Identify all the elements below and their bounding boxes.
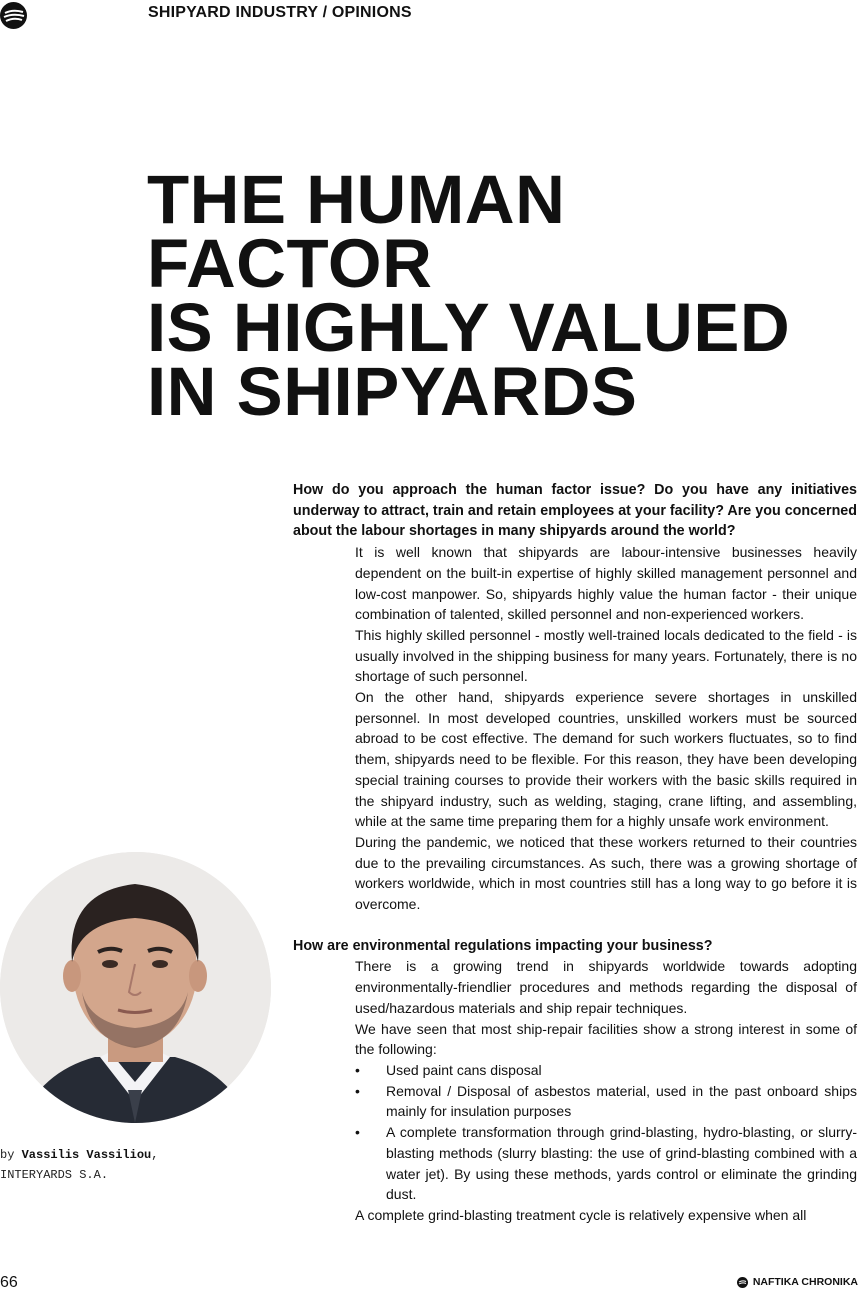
bullet-icon: • [355, 1124, 360, 1141]
answer-paragraph: On the other hand, shipyards experience severe shortages in unskilled personnel. In most developed countries, unskilled workers must be sourced abroad to be cost effective. The demand for such workers fluctuates, so to find them, shipyards need to be flexible. For this reason, they have been developing special training courses to provide their workers with the basic skills required in the shipyard industry, such as welding, staging, crane lifting, and assembling, while at the same time preparing them for a highly unsafe work environment. [355, 689, 857, 830]
page-title [147, 161, 847, 430]
page-number: 66 [0, 1274, 18, 1291]
interview-question: How do you approach the human factor issue? Do you have any initiatives underway to attract, train and retain employees at your facility? Are you concerned about the labour shortages in many shipyards around the world? [293, 482, 857, 540]
answer-paragraph: A complete grind-blasting treatment cycle is relatively expensive when all [355, 1206, 807, 1223]
list-item-text: Removal / Disposal of asbestos material, used in the past onboard ships mainly for insulation purposes [386, 1082, 857, 1120]
list-item-text: A complete transformation through grind-blasting, hydro-blasting, or slurry-blasting methods (slurry blasting: the use of grind-blasting combined with a water jet). By using these methods, yards control or eliminate the grinding dust. [386, 1124, 857, 1203]
byline-prefix: by [0, 1148, 15, 1162]
answer-paragraph: During the pandemic, we noticed that these workers returned to their countries due to the prevailing circumstances. As such, there was a growing shortage of workers worldwide, which in most countries still has a long way to go before it is overcome. [355, 833, 857, 913]
author-portrait [0, 852, 271, 1123]
interview-question: How are environmental regulations impacting your business? [293, 937, 713, 954]
publication-logo-icon [0, 2, 27, 29]
bullet-icon: • [355, 1061, 360, 1078]
brand-name: NAFTIKA CHRONIKA [752, 1276, 858, 1288]
headline-line: IS HIGHLY VALUED [147, 289, 791, 366]
author-name: Vassilis Vassiliou [21, 1148, 152, 1162]
list-item [355, 1081, 857, 1122]
answer-paragraph: We have seen that most ship-repair facilities show a strong interest in some of the following: [355, 1020, 857, 1058]
brand-logo-icon [737, 1277, 748, 1288]
answer-paragraph: There is a growing trend in shipyards worldwide towards adopting environmentally-friendlier procedures and methods regarding the disposal of used/hazardous materials and ship repair techniques. [355, 958, 857, 1016]
section-label: SHIPYARD INDUSTRY / OPINIONS [148, 4, 412, 21]
bullet-icon: • [355, 1082, 360, 1099]
bullet-list [293, 1060, 857, 1205]
author-company: INTERYARDS S.A. [0, 1168, 109, 1182]
author-byline [0, 1145, 158, 1185]
list-item [355, 1060, 857, 1081]
byline-separator: , [151, 1148, 159, 1162]
headline-line: IN SHIPYARDS [147, 353, 638, 430]
list-item-text: Used paint cans disposal [386, 1061, 542, 1078]
article-body [293, 480, 857, 1226]
footer-brand [737, 1276, 858, 1288]
answer-paragraph: This highly skilled personnel - mostly well-trained locals dedicated to the field - is usually involved in the shipping business for many years. Fortunately, there is no shortage of such personnel. [355, 626, 857, 685]
list-item [355, 1122, 857, 1205]
answer-paragraph: It is well known that shipyards are labour-intensive businesses heavily dependent on the built-in expertise of highly skilled management personnel and low-cost manpower. So, shipyards highly value the human factor - their unique combination of talented, skilled personnel and non-experienced workers. [355, 544, 857, 623]
headline-line: THE HUMAN FACTOR [147, 161, 566, 302]
